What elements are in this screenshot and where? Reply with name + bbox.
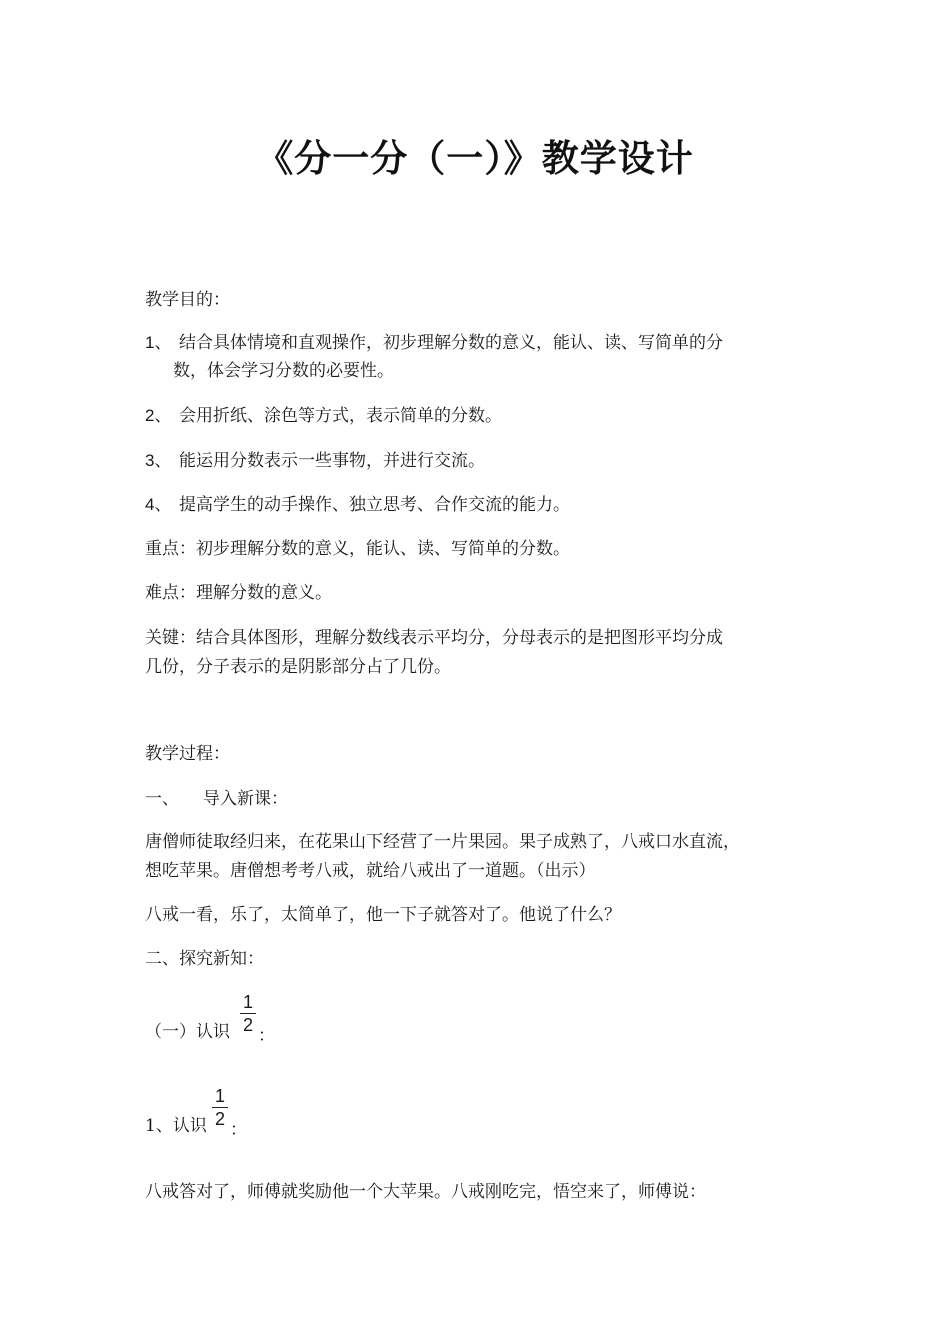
subsection-2-prefix: 1、认识 — [145, 1116, 207, 1136]
objective-item-3 — [145, 446, 485, 476]
list-number: 4、 — [145, 495, 172, 514]
subsection-1-prefix: （一）认识 — [145, 1022, 230, 1042]
section-2-heading: 二、探究新知： — [145, 949, 264, 969]
process-heading: 教学过程： — [145, 744, 230, 764]
story-paragraph-1-line-2: 想吃苹果。唐僧想考考八戒，就给八戒出了一道题。（出示） — [145, 861, 596, 881]
section-1-heading — [145, 785, 288, 814]
section-label: 导入新课： — [203, 789, 288, 809]
key-point: 重点：初步理解分数的意义，能认、读、写简单的分数。 — [145, 539, 570, 559]
fraction-denominator: 2 — [214, 1109, 225, 1129]
key-line-1: 关键：结合具体图形，理解分数线表示平均分，分母表示的是把图形平均分成 — [145, 628, 723, 648]
objectives-heading: 教学目的： — [145, 290, 230, 310]
subsection-1-suffix: ： — [258, 1026, 275, 1046]
story-paragraph-1-line-1: 唐僧师徒取经归来，在花果山下经营了一片果园。果子成熟了，八戒口水直流， — [145, 832, 740, 852]
fraction-bar — [212, 1107, 228, 1108]
objective-item-1 — [145, 328, 723, 358]
objective-item-4 — [145, 490, 570, 520]
fraction-numerator: 1 — [214, 1086, 225, 1106]
fraction-numerator: 1 — [242, 992, 253, 1012]
section-number: 一、 — [145, 789, 179, 809]
list-number: 1、 — [145, 333, 172, 352]
key-line-2: 几份，分子表示的是阴影部分占了几份。 — [145, 657, 451, 677]
story-paragraph-3: 八戒答对了，师傅就奖励他一个大苹果。八戒刚吃完，悟空来了，师傅说： — [145, 1182, 706, 1202]
fraction-one-half — [240, 992, 256, 1035]
fraction-one-half — [212, 1086, 228, 1129]
list-number: 3、 — [145, 451, 172, 470]
fraction-bar — [240, 1013, 256, 1014]
fraction-denominator: 2 — [242, 1015, 253, 1035]
objective-text: 会用折纸、涂色等方式，表示简单的分数。 — [179, 406, 502, 426]
objective-text: 结合具体情境和直观操作，初步理解分数的意义，能认、读、写简单的分 — [179, 333, 723, 353]
document-title: 《分一分（一）》教学设计 — [256, 137, 694, 180]
objective-text: 提高学生的动手操作、独立思考、合作交流的能力。 — [179, 495, 570, 515]
objective-text: 能运用分数表示一些事物，并进行交流。 — [179, 451, 485, 471]
objective-item-2 — [145, 401, 502, 431]
objective-item-1-continuation: 数，体会学习分数的必要性。 — [173, 361, 394, 381]
list-number: 2、 — [145, 406, 172, 425]
story-paragraph-2: 八戒一看，乐了，太简单了，他一下子就答对了。他说了什么？ — [145, 905, 621, 925]
difficulty: 难点：理解分数的意义。 — [145, 583, 332, 603]
subsection-2-suffix: ： — [230, 1120, 247, 1140]
